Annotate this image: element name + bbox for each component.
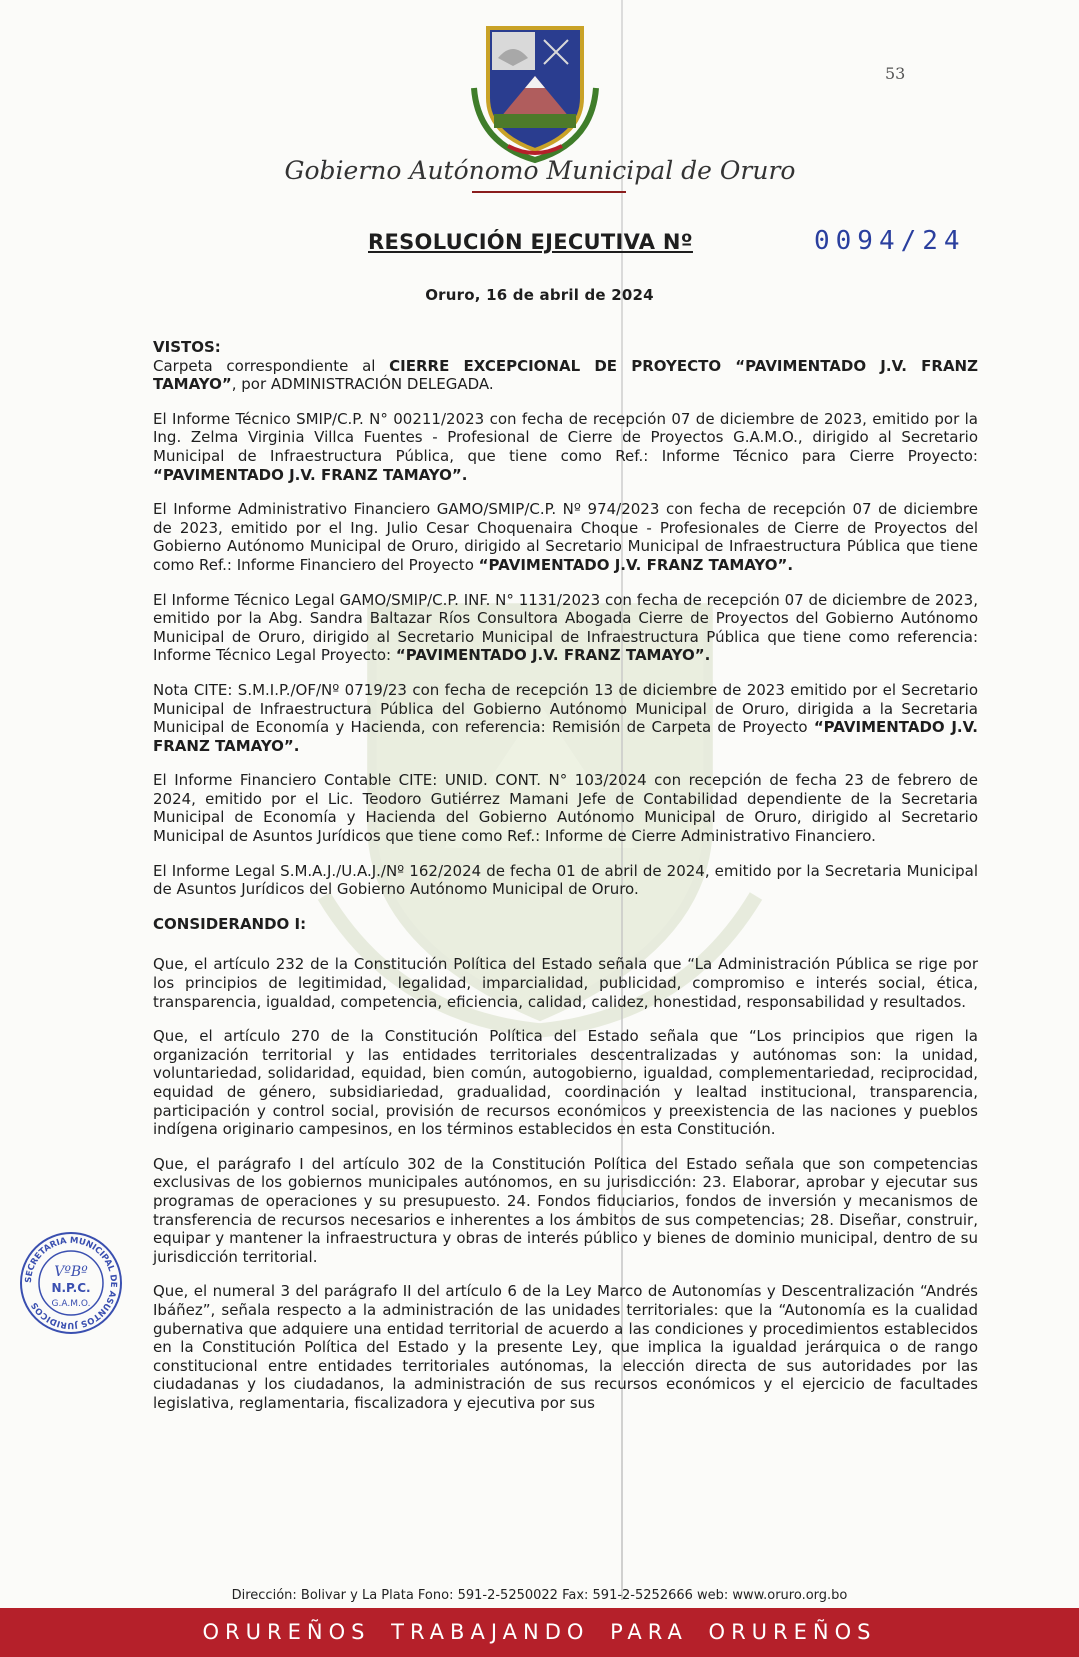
vistos-p1-project: CIERRE EXCEPCIONAL DE PROYECTO “PAVIMENTADO J.V. FRANZ TAMAYO” — [153, 356, 978, 394]
resolution-title: RESOLUCIÓN EJECUTIVA Nº — [368, 230, 693, 254]
vistos-paragraph-2 — [153, 410, 978, 484]
vistos-p1-tail: , por ADMINISTRACIÓN DELEGADA. — [231, 375, 494, 394]
considerando-paragraph-3: Que, el parágrafo I del artículo 302 de la Constitución Política del Estado señala que son competencias exclusivas de los gobiernos municipales autónomos, en su jurisdicción: 23. Elaborar, aprobar y ejecutar sus programas de operaciones y su presupuesto. 24. Fondos fiduciarios, fondos de inversión y mecanismos de transferencia de recursos necesarios e inherentes a los ámbitos de sus competencias; 28. Diseñar, construir, equipar y mantener la infraestructura y obras de interés público y bienes de dominio municipal, dentro de su jurisdicción territorial. — [153, 1154, 978, 1266]
svg-text:VºBº: VºBº — [54, 1264, 88, 1280]
considerando-heading: CONSIDERANDO I: — [153, 914, 307, 933]
vistos-p4-text: El Informe Técnico Legal GAMO/SMIP/C.P. INF. N° 1131/2023 con fecha de recepción 07 de diciembre de 2023, emitido por la Abg. Sandra Baltazar Ríos Consultora Abogada Cierre de Proyectos del Gobierno Autónomo Municipal de Oruro, dirigido al Secretario Municipal de Infraestructura Pública que tiene como referencia: Informe Técnico Legal Proyecto: — [153, 590, 978, 665]
place-date: Oruro, 16 de abril de 2024 — [425, 286, 654, 304]
coat-of-arms-logo — [468, 18, 602, 166]
document-body — [153, 338, 978, 1429]
considerando-paragraph-1: Que, el artículo 232 de la Constitución Política del Estado señala que “La Administración Pública se rige por los principios de legitimidad, legalidad, imparcialidad, publicidad, compromiso e interés social, ética, transparencia, igualdad, competencia, eficiencia, calidad, calidez, honestidad, responsabilidad y resultados. — [153, 955, 978, 1011]
vistos-p1-text: Carpeta correspondiente al — [153, 356, 390, 375]
approval-stamp — [18, 1230, 124, 1336]
vistos-p2-project: “PAVIMENTADO J.V. FRANZ TAMAYO”. — [153, 465, 468, 484]
page-number: 53 — [885, 64, 906, 83]
considerando-paragraph-4: Que, el numeral 3 del parágrafo II del artículo 6 de la Ley Marco de Autonomías y Descentralización “Andrés Ibáñez”, señala respecto a la administración de las unidades territoriales: que la “Autonomía es la cualidad gubernativa que adquiere una entidad territorial de acuerdo a las condiciones y procedimientos establecidos en la Constitución Política del Estado y la presente Ley, que implica la igualdad jerárquica o de rango constitucional entre entidades territoriales autónomas, la elección directa de sus autoridades por las ciudadanas y los ciudadanos, la administración de sus recursos económicos y el ejercicio de facultades legislativa, reglamentaria, fiscalizadora y ejecutiva por sus — [153, 1282, 978, 1412]
vistos-p2-text: El Informe Técnico SMIP/C.P. N° 00211/2023 con fecha de recepción 07 de diciembre de 2023, emitido por la Ing. Zelma Virginia Villca Fuentes - Profesional de Cierre de Proyectos G.A.M.O., dirigido al Secretario Municipal de Infraestructura Pública, que tiene como Ref.: Informe Técnico para Cierre Proyecto: — [153, 409, 978, 465]
svg-text:G.A.M.O.: G.A.M.O. — [51, 1299, 91, 1309]
footer-address: Dirección: Bolivar y La Plata Fono: 591-2-5250022 Fax: 591-2-5252666 web: www.oruro.org.bo — [231, 1588, 848, 1603]
vistos-paragraph-3 — [153, 500, 978, 574]
considerando-paragraph-2: Que, el artículo 270 de la Constitución Política del Estado señala que “Los principios que rigen la organización territorial y las entidades territoriales descentralizadas y autónomas son: la unidad, voluntariedad, solidaridad, equidad, bien común, autogobierno, igualdad, complementariedad, reciprocidad, equidad de género, subsidiariedad, gradualidad, coordinación y lealtad institucional, transparencia, participación y control social, provisión de recursos económicos y preexistencia de las naciones y pueblos indígena originario campesinos, en los términos establecidos en esta Constitución. — [153, 1027, 978, 1139]
vistos-paragraph-5 — [153, 681, 978, 755]
svg-text:SECRETARIA MUNICIPAL DE ASUNTO: SECRETARIA MUNICIPAL DE ASUNTOS JURIDICOS — [23, 1235, 119, 1331]
vistos-paragraph-1 — [153, 357, 978, 394]
vistos-p3-project: “PAVIMENTADO J.V. FRANZ TAMAYO”. — [478, 555, 794, 574]
resolution-number: 0094/24 — [814, 226, 966, 256]
vistos-p3-text: El Informe Administrativo Financiero GAMO/SMIP/C.P. Nº 974/2023 con fecha de recepción 07 de diciembre de 2023, emitido por el Ing. Julio Cesar Choquenaira Choque - Profesionales de Cierre de Proyectos del Gobierno Autónomo Municipal de Oruro, dirigido al Secretario Municipal de Infraestructura Pública que tiene como Ref.: Informe Financiero del Proyecto — [153, 500, 978, 574]
footer-band — [0, 1608, 1079, 1657]
vistos-paragraph-7: El Informe Legal S.M.A.J./U.A.J./Nº 162/2024 de fecha 01 de abril de 2024, emitido por la Secretaria Municipal de Asuntos Jurídicos del Gobierno Autónomo Municipal de Oruro. — [153, 861, 978, 899]
svg-text:N.P.C.: N.P.C. — [51, 1281, 91, 1295]
vistos-paragraph-6: El Informe Financiero Contable CITE: UNID. CONT. N° 103/2024 con recepción de fecha 23 de febrero de 2024, emitido por el Lic. Teodoro Gutiérrez Mamani Jefe de Contabilidad dependiente de la Secretaria Municipal de Economía y Hacienda del Gobierno Autónomo Municipal de Oruro, dirigido al Secretario Municipal de Asuntos Jurídicos que tiene como Ref.: Informe de Cierre Administrativo Financiero. — [153, 771, 978, 846]
vistos-p4-project: “PAVIMENTADO J.V. FRANZ TAMAYO”. — [395, 646, 711, 665]
vistos-heading: VISTOS: — [153, 338, 221, 356]
vistos-p5-project: “PAVIMENTADO J.V. FRANZ TAMAYO”. — [153, 718, 978, 755]
institution-name: Gobierno Autónomo Municipal de Oruro — [284, 156, 796, 185]
vistos-p5-text: Nota CITE: S.M.I.P./OF/Nº 0719/23 con fecha de recepción 13 de diciembre de 2023 emitido por el Secretario Municipal de Infraestructura Pública del Gobierno Autónomo Municipal de Oruro, dirigida a la Secretaria Municipal de Economía y Hacienda, con referencia: Remisión de Carpeta de Proyecto — [153, 680, 978, 737]
vistos-paragraph-4 — [153, 591, 978, 665]
footer-slogan: ORUREÑOS TRABAJANDO PARA ORUREÑOS — [202, 1620, 877, 1644]
institution-underline — [472, 191, 626, 193]
